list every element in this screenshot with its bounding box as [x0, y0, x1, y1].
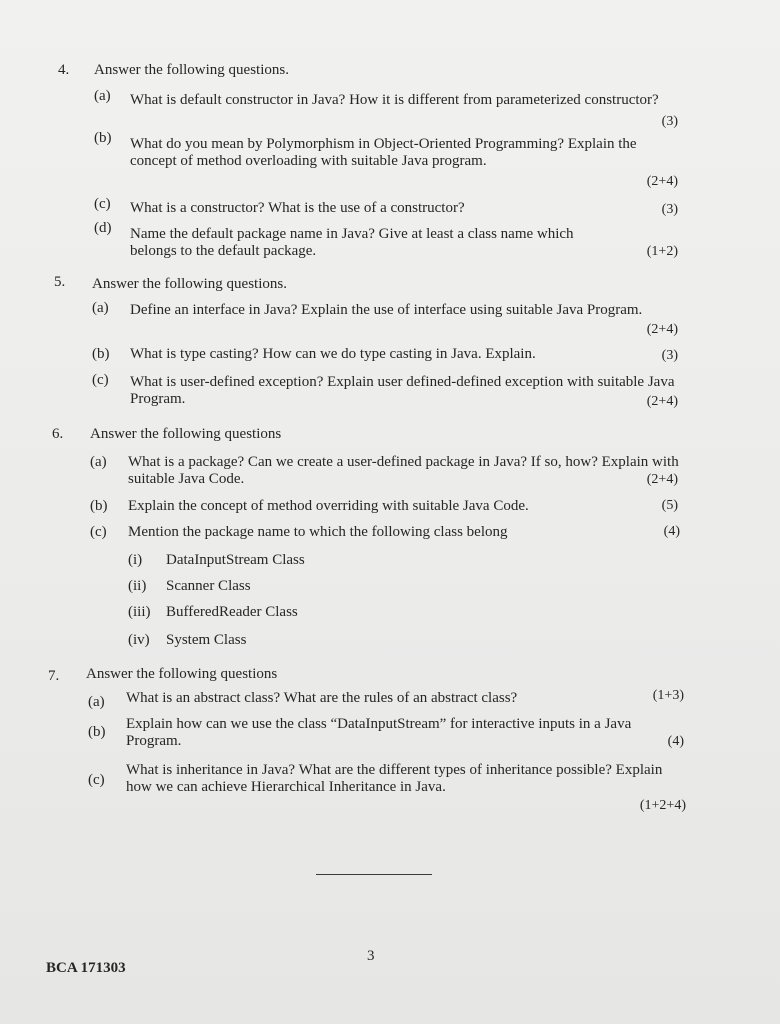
end-rule: [316, 874, 432, 875]
part-text: Explain how can we use the class “DataInputStream” for interactive inputs in a Java Program.: [126, 716, 632, 749]
part-label: (c): [92, 372, 109, 388]
part-label: (c): [90, 524, 107, 540]
part-marks: (3): [661, 348, 678, 363]
part-label: (b): [90, 498, 108, 514]
part-marks: (2+4): [646, 394, 678, 409]
part-marks: (5): [661, 498, 678, 513]
question-heading: Answer the following questions: [90, 426, 282, 442]
part-marks: (2+4): [646, 472, 678, 487]
part-text: What is inheritance in Java? What are the different types of inheritance possible? Explain how we can achieve Hierarchical Inheritance in Java.: [126, 762, 663, 795]
part-text: What is an abstract class? What are the rules of an abstract class?: [126, 690, 518, 706]
part-label: (b): [88, 724, 106, 740]
part-label: (a): [92, 300, 109, 316]
part-label: (a): [90, 454, 107, 470]
part-text: What is user-defined exception? Explain user defined-defined exception with suitable Java Program.: [130, 374, 675, 407]
part-marks: (3): [661, 114, 678, 129]
part-marks: (1+2): [646, 244, 678, 259]
part-text: What is type casting? How can we do type casting in Java. Explain.: [130, 346, 536, 362]
question-heading: Answer the following questions.: [94, 62, 289, 78]
part-text: What is default constructor in Java? How it is different from parameterized constructor?: [130, 92, 659, 108]
part-text: Name the default package name in Java? Give at least a class name which belongs to the default package.: [130, 226, 574, 259]
part-label: (b): [92, 346, 110, 362]
sub-item-text: DataInputStream Class: [166, 552, 305, 568]
question-number: 4.: [58, 62, 70, 78]
sub-item-label: (i): [128, 552, 143, 568]
question-number: 7.: [48, 668, 60, 684]
part-marks: (1+2+4): [639, 798, 686, 813]
sub-item-text: BufferedReader Class: [166, 604, 298, 620]
part-marks: (2+4): [646, 322, 678, 337]
part-text: What is a package? Can we create a user-defined package in Java? If so, how? Explain with suitable Java Code.: [128, 454, 679, 487]
part-text: Explain the concept of method overriding with suitable Java Code.: [128, 498, 529, 514]
sub-item-label: (iii): [128, 604, 151, 620]
part-label: (d): [94, 220, 112, 236]
sub-item-text: System Class: [166, 632, 247, 648]
part-label: (c): [94, 196, 111, 212]
sub-item-label: (iv): [128, 632, 150, 648]
sub-item-text: Scanner Class: [166, 578, 251, 594]
part-text: What do you mean by Polymorphism in Object-Oriented Programming? Explain the concept of method overloading with suitable Java program.: [130, 136, 637, 169]
part-text: What is a constructor? What is the use of a constructor?: [130, 200, 465, 216]
part-marks: (3): [661, 202, 678, 217]
question-number: 5.: [54, 274, 66, 290]
question-number: 6.: [52, 426, 64, 442]
part-marks: (2+4): [646, 174, 678, 189]
part-label: (a): [88, 694, 105, 710]
part-marks: (4): [663, 524, 680, 539]
part-text: Mention the package name to which the following class belong: [128, 524, 508, 540]
question-heading: Answer the following questions.: [92, 276, 287, 292]
paper-code: BCA 171303: [46, 960, 126, 976]
part-label: (a): [94, 88, 111, 104]
part-label: (b): [94, 130, 112, 146]
part-text: Define an interface in Java? Explain the use of interface using suitable Java Program.: [130, 302, 643, 318]
part-marks: (1+3): [652, 688, 684, 703]
question-heading: Answer the following questions: [86, 666, 278, 682]
part-marks: (4): [667, 734, 684, 749]
page-number: 3: [367, 948, 375, 964]
part-label: (c): [88, 772, 105, 788]
sub-item-label: (ii): [128, 578, 147, 594]
